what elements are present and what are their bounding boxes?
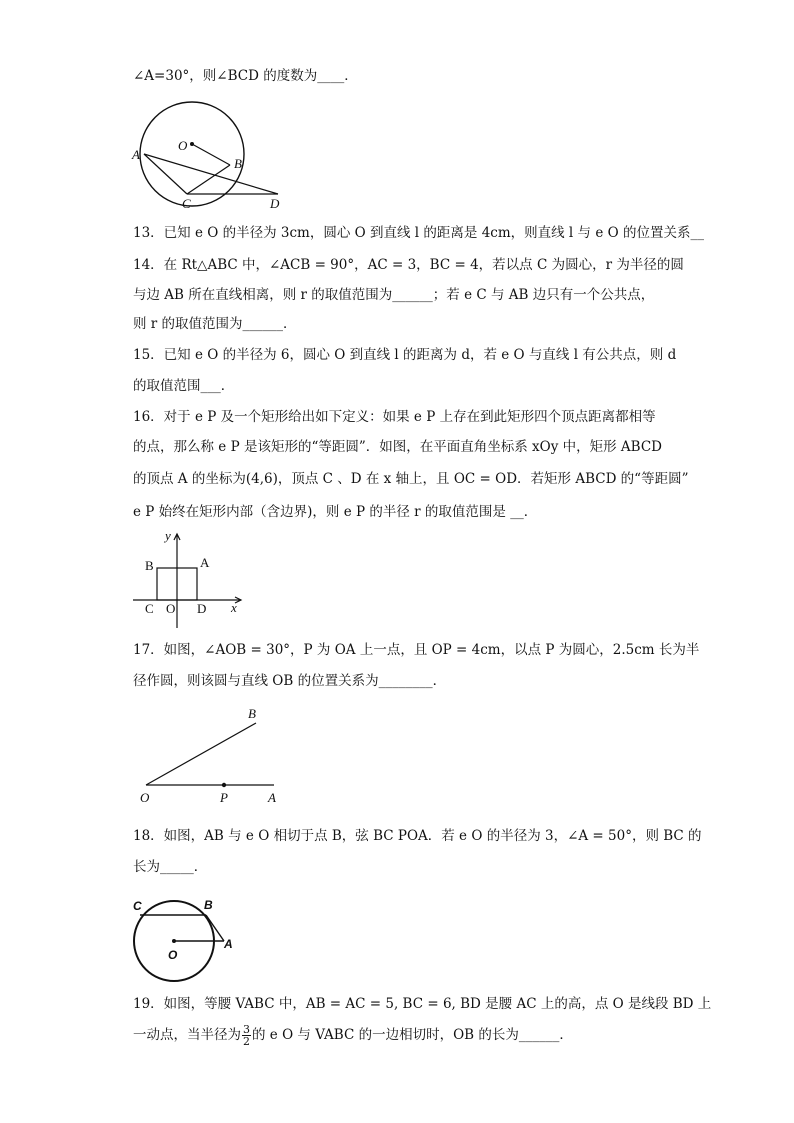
- label-b: B: [234, 156, 242, 171]
- q16-line3: 的顶点 A 的坐标为(4,6)，顶点 C 、D 在 x 轴上，且 OC = OD．若矩形 ABCD 的“等距圆”: [133, 471, 689, 487]
- label-a: A: [224, 937, 233, 951]
- q19-line2: [133, 1024, 664, 1047]
- label-o: O: [178, 138, 188, 153]
- figure-circle-tangent: [130, 98, 290, 211]
- q14-line3: 则 r 的取值范围为______．: [133, 316, 297, 332]
- label-b: B: [145, 558, 154, 573]
- q16-line1: 16．对于 e P 及一个矩形给出如下定义：如果 e P 上存在到此矩形四个顶点距离都相等: [133, 409, 656, 425]
- q15-line1: 15．已知 e O 的半径为 6，圆心 O 到直线 l 的距离为 d，若 e O 与直线 l 有公共点，则 d: [133, 347, 677, 363]
- point-p: [222, 783, 226, 787]
- figure-angle-aob: [138, 704, 288, 809]
- label-x: x: [231, 600, 237, 615]
- q15-line2: 的取值范围___．: [133, 378, 235, 394]
- label-b: B: [248, 706, 256, 721]
- q14-line1: 14．在 Rt△ABC 中，∠ACB = 90°，AC = 3，BC = 4，若以点 C 为圆心，r 为半径的圆: [133, 257, 684, 273]
- label-o: O: [168, 948, 178, 962]
- q19-prefix: 一动点，当半径为: [133, 1027, 241, 1043]
- label-c: C: [133, 899, 142, 913]
- label-d: D: [197, 601, 207, 616]
- label-p: P: [220, 790, 228, 805]
- label-b: B: [204, 898, 213, 912]
- q14-line2: 与边 AB 所在直线相离，则 r 的取值范围为______；若 e C 与 AB 边只有一个公共点，: [133, 287, 655, 303]
- q17-line2: 径作圆，则该圆与直线 OB 的位置关系为________．: [133, 673, 447, 689]
- figure-tangent-chord: [130, 893, 240, 985]
- q19-suffix: 的 e O 与 VABC 的一边相切时，OB 的长为______．: [252, 1027, 573, 1043]
- q19-line1: 19．如图，等腰 VABC 中，AB = AC = 5, BC = 6, BD 是腰 AC 上的高，点 O 是线段 BD 上: [133, 996, 712, 1012]
- label-o: O: [166, 601, 176, 616]
- q13: 13．已知 e O 的半径为 3cm，圆心 O 到直线 l 的距离是 4cm，则直线 l 与 e O 的位置关系__: [133, 225, 704, 241]
- figure-rectangle-axes: [133, 530, 248, 630]
- label-d: D: [270, 196, 280, 211]
- label-y: y: [165, 528, 171, 543]
- q16-line4: e P 始终在矩形内部（含边界)，则 e P 的半径 r 的取值范围是 __．: [133, 504, 538, 520]
- label-c: C: [182, 196, 191, 211]
- label-c: C: [145, 601, 154, 616]
- label-a: A: [132, 147, 140, 162]
- q16-line2: 的点，那么称 e P 是该矩形的“等距圆”．如图，在平面直角坐标系 xOy 中，矩形 ABCD: [133, 439, 663, 455]
- q17-line1: 17．如图，∠AOB = 30°，P 为 OA 上一点，且 OP = 4cm，以点 P 为圆心，2.5cm 长为半: [133, 642, 700, 658]
- q12-tail: ∠A=30°，则∠BCD 的度数为____．: [133, 68, 358, 84]
- fraction-three-halves: [242, 1024, 251, 1047]
- label-o: O: [140, 790, 150, 805]
- fraction-numerator: 3: [243, 1023, 250, 1036]
- label-a: A: [200, 555, 210, 570]
- label-a: A: [268, 790, 276, 805]
- q18-line1: 18．如图，AB 与 e O 相切于点 B，弦 BC POA．若 e O 的半径为 3，∠A = 50°，则 BC 的: [133, 828, 702, 844]
- q18-line2: 长为_____．: [133, 859, 208, 875]
- fraction-denominator: 2: [243, 1035, 250, 1048]
